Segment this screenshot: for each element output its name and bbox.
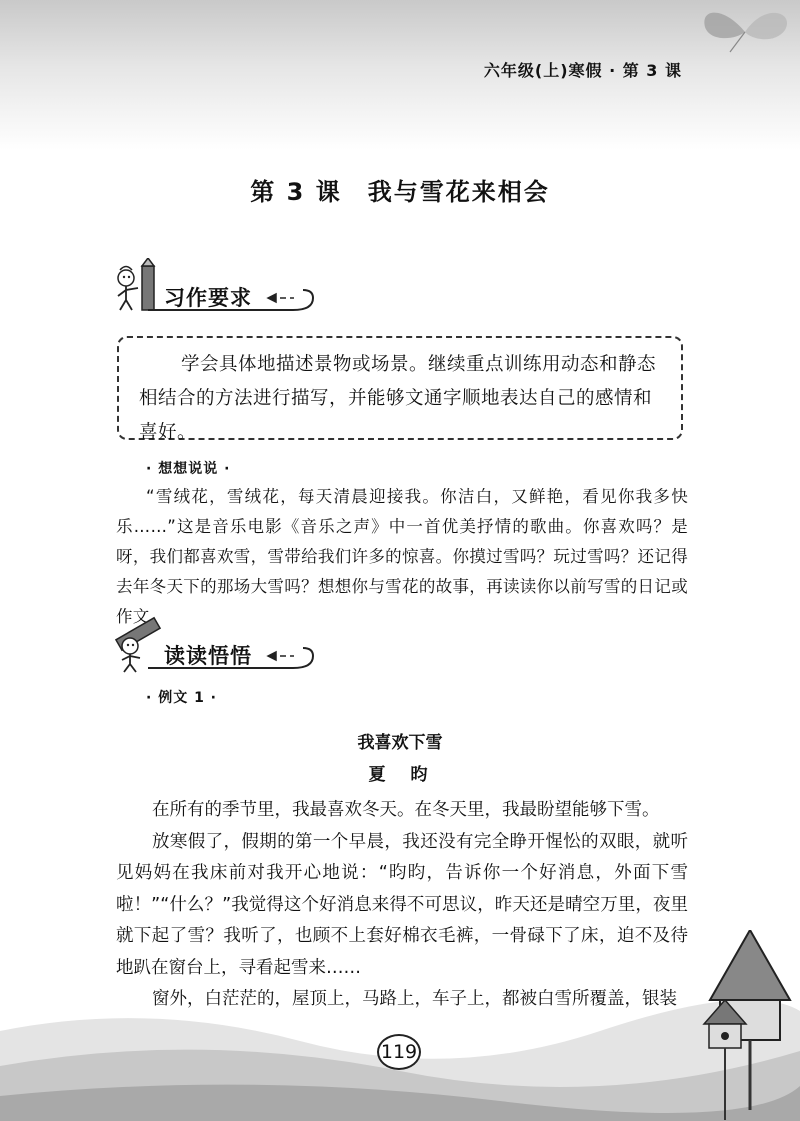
small-birdhouse-icon: [700, 1000, 750, 1120]
page-number: 119: [377, 1034, 421, 1070]
lesson-title: 第 3 课 我与雪花来相会: [250, 178, 550, 206]
requirement-text: 学会具体地描述景物或场景。继续重点训练用动态和静态相结合的方法进行描写，并能够文通字顺地表达自己的感情和喜好。: [139, 354, 657, 443]
page-header: 六年级(上)寒假 · 第 3 课: [483, 61, 682, 80]
example-label: · 例文 1 ·: [146, 690, 217, 706]
essay-paragraph: 在所有的季节里，我最喜欢冬天。在冬天里，我最盼望能够下雪。: [152, 800, 660, 820]
section-heading-read-understand: [108, 616, 328, 676]
essay-title: 我喜欢下雪: [357, 733, 443, 753]
section-label: 读读悟悟: [164, 644, 252, 668]
essay-paragraph: 窗外，白茫茫的，屋顶上，马路上，车子上，都被白雪所覆盖，银装: [152, 989, 677, 1009]
butterfly-icon: [690, 2, 800, 62]
section-label: 习作要求: [164, 286, 252, 310]
requirement-box: [117, 336, 683, 443]
section-heading-writing-requirements: [108, 258, 328, 318]
think-label: · 想想说说 ·: [146, 461, 231, 477]
think-paragraph: “雪绒花，雪绒花，每天清晨迎接我。你洁白，又鲜艳，看见你我多快乐……”这是音乐电影《音乐之声》中一首优美抒情的歌曲。你喜欢吗？是呀，我们都喜欢雪，雪带给我们许多的惊喜。你摸过雪吗？玩过雪吗？还记得去年冬天下的那场大雪吗？想想你与雪花的故事，再读读你以前写雪的日记或作文。: [116, 487, 688, 626]
essay-author: 夏 昀: [368, 765, 432, 785]
essay-paragraph: 放寒假了，假期的第一个早晨，我还没有完全睁开惺忪的双眼，就听见妈妈在我床前对我开心地说：“昀昀，告诉你一个好消息，外面下雪啦！”“什么？”我觉得这个好消息来得不可思议，昨天还是晴空万里，夜里就下起了雪？我听了，也顾不上套好棉衣毛裤，一骨碌下了床，迫不及待地趴在窗台上，寻看起雪来……: [116, 831, 688, 978]
